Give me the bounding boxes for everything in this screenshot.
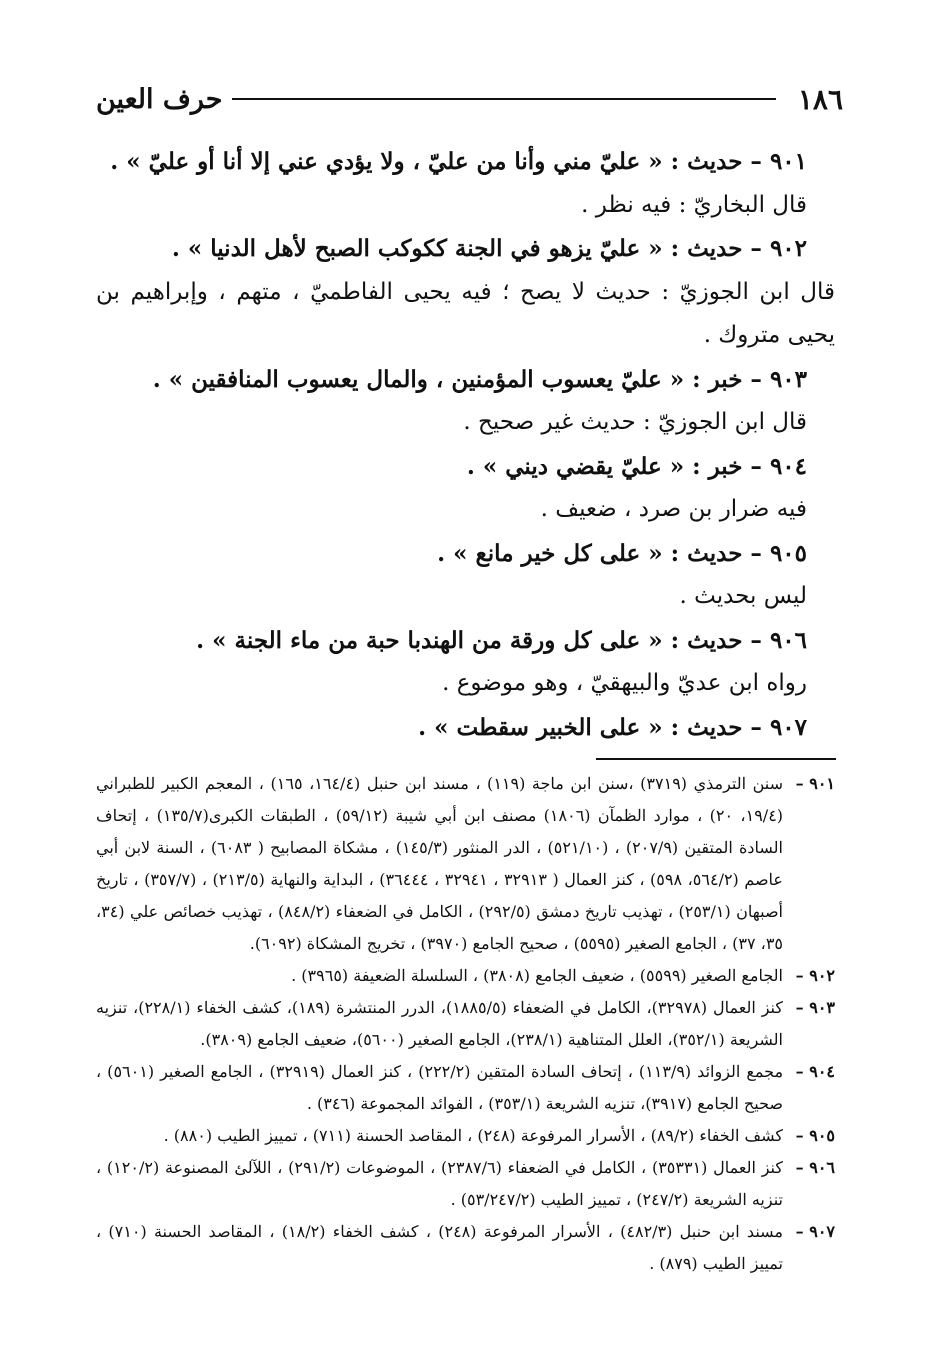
footnote-905 [96,1120,835,1152]
footnote-902 [96,960,835,992]
footnote-number: ٩٠٣ – [795,998,835,1017]
main-text [96,140,835,749]
footnote-903 [96,992,835,1056]
footnote-text: كنز العمال (٣٢٩٧٨)، الكامل في الضعفاء (١٨٨٥/٥)، الدرر المنتشرة (١٨٩)، كشف الخفاء (٢٢٨/١)، تنزيه الشريعة (٣٥٢/١)، العلل المتناهية (٢٣٨/١)، الجامع الصغير (٥٦٠٠)، ضعيف الجامع (٣٨٠٩). [96,998,783,1049]
entry-906: ٩٠٦ – حديث : « على كل ورقة من الهندبا حبة من ماء الجنة » . [196,626,807,654]
page-number: ١٨٦ [797,82,843,116]
chapter-title: حرف العين [96,83,223,115]
footnote-text: سنن الترمذي (٣٧١٩) ،سنن ابن ماجة (١١٩) ، مسند ابن حنبل (١٦٤/٤، ١٦٥) ، المعجم الكبير للطبراني (١٩/٤، ٢٠) ، موارد الظمآن (١٨٠٦) مصنف ابن أبي شيبة (٥٩/١٢) ، الطبقات الكبرى(١٣٥/٧) ، إتحاف السادة المتقين (٢٠٧/٩) ، (٥٢١/١٠) ، الدر المنثور (١٤٥/٣) ، مشكاة المصابيح ( ٦٠٨٣) ، السنة لابن أبي عاصم (٥٦٤/٢، ٥٩٨) ، كنز العمال ( ٣٢٩١٣ ، ٣٢٩٤١ ، ٣٦٤٤٤) ، البداية والنهاية (٢١٣/٥) ، (٣٥٧/٧) ، تاريخ أصبهان (٢٥٣/١) ، تهذيب تاريخ دمشق (٢٩٢/٥) ، الكامل في الضعفاء (٨٤٨/٢) ، تهذيب خصائص علي (٣٤، ٣٥، ٣٧) ، الجامع الصغير (٥٥٩٥) ، صحيح الجامع (٣٩٧٠) ، تخريج المشكاة (٦٠٩٢). [96,774,784,953]
entry-907: ٩٠٧ – حديث : « على الخبير سقطت » . [418,713,807,741]
footnote-text: مجمع الزوائد (١١٣/٩) ، إتحاف السادة المتقين (٢٢٢/٢) ، كنز العمال (٣٢٩١٩) ، الجامع الصغير (٥٦٠١) ، صحيح الجامع (٣٩١٧)، تنزيه الشريعة (٣٥٣/١) ، الفوائد المجموعة (٣٤٦) . [96,1062,784,1113]
page-header [96,80,843,118]
note-905: ليس بحديث . [679,583,807,609]
note-906: رواه ابن عديّ والبيهقيّ ، وهو موضوع . [442,670,807,696]
footnote-text: كشف الخفاء (٨٩/٢) ، الأسرار المرفوعة (٢٤٨) ، المقاصد الحسنة (٧١١) ، تمييز الطيب (٨٨٠) . [163,1126,783,1145]
footnote-907 [96,1216,835,1280]
footnotes [96,768,835,1280]
note-901: قال البخاريّ : فيه نظر . [581,191,807,218]
entry-904: ٩٠٤ – خبر : « عليّ يقضي ديني » . [466,452,807,480]
footnote-text: مسند ابن حنبل (٤٨٢/٣) ، الأسرار المرفوعة (٢٤٨) ، كشف الخفاء (١٨/٢) ، المقاصد الحسنة (٧١٠) ، تمييز الطيب (٨٧٩) . [96,1222,784,1273]
footnote-number: ٩٠٢ – [795,966,835,985]
entry-905: ٩٠٥ – حديث : « على كل خير مانع » . [437,539,807,567]
footnote-text: كنز العمال (٣٥٣٣١) ، الكامل في الضعفاء (٢٣٨٧/٦) ، الموضوعات (٢٩١/٢) ، اللآلئ المصنوعة (١٢٠/٢) ، تنزيه الشريعة (٢٤٧/٢) ، تمييز الطيب (٥٣/٢٤٧/٢) . [96,1158,784,1209]
footnote-number: ٩٠٥ – [795,1126,835,1145]
footnote-separator [596,758,836,760]
footnote-906 [96,1152,835,1216]
note-903: قال ابن الجوزيّ : حديث غير صحيح . [463,409,807,435]
footnote-number: ٩٠٦ – [795,1158,835,1177]
footnote-number: ٩٠٧ – [795,1222,835,1241]
entry-901: ٩٠١ – حديث : « عليّ مني وأنا من عليّ ، ولا يؤدي عني إلا أنا أو عليّ » . [110,148,807,175]
header-rule [232,98,775,100]
footnote-number: ٩٠١ – [795,774,835,793]
footnote-number: ٩٠٤ – [795,1062,835,1081]
entry-902: ٩٠٢ – حديث : « عليّ يزهو في الجنة ككوكب الصبح لأهل الدنيا » . [171,235,807,262]
footnote-text: الجامع الصغير (٥٥٩٩) ، ضعيف الجامع (٣٨٠٨) ، السلسلة الضعيفة (٣٩٦٥) . [291,966,783,985]
note-902: قال ابن الجوزيّ : حديث لا يصح ؛ فيه يحيى الفاطميّ ، متهم ، وإبراهيم بن يحيى متروك . [96,278,835,348]
note-904: فيه ضرار بن صرد ، ضعيف . [540,496,807,522]
entry-903: ٩٠٣ – خبر : « عليّ يعسوب المؤمنين ، والمال يعسوب المنافقين » . [152,365,807,393]
footnote-901 [96,768,835,960]
footnote-904 [96,1056,835,1120]
